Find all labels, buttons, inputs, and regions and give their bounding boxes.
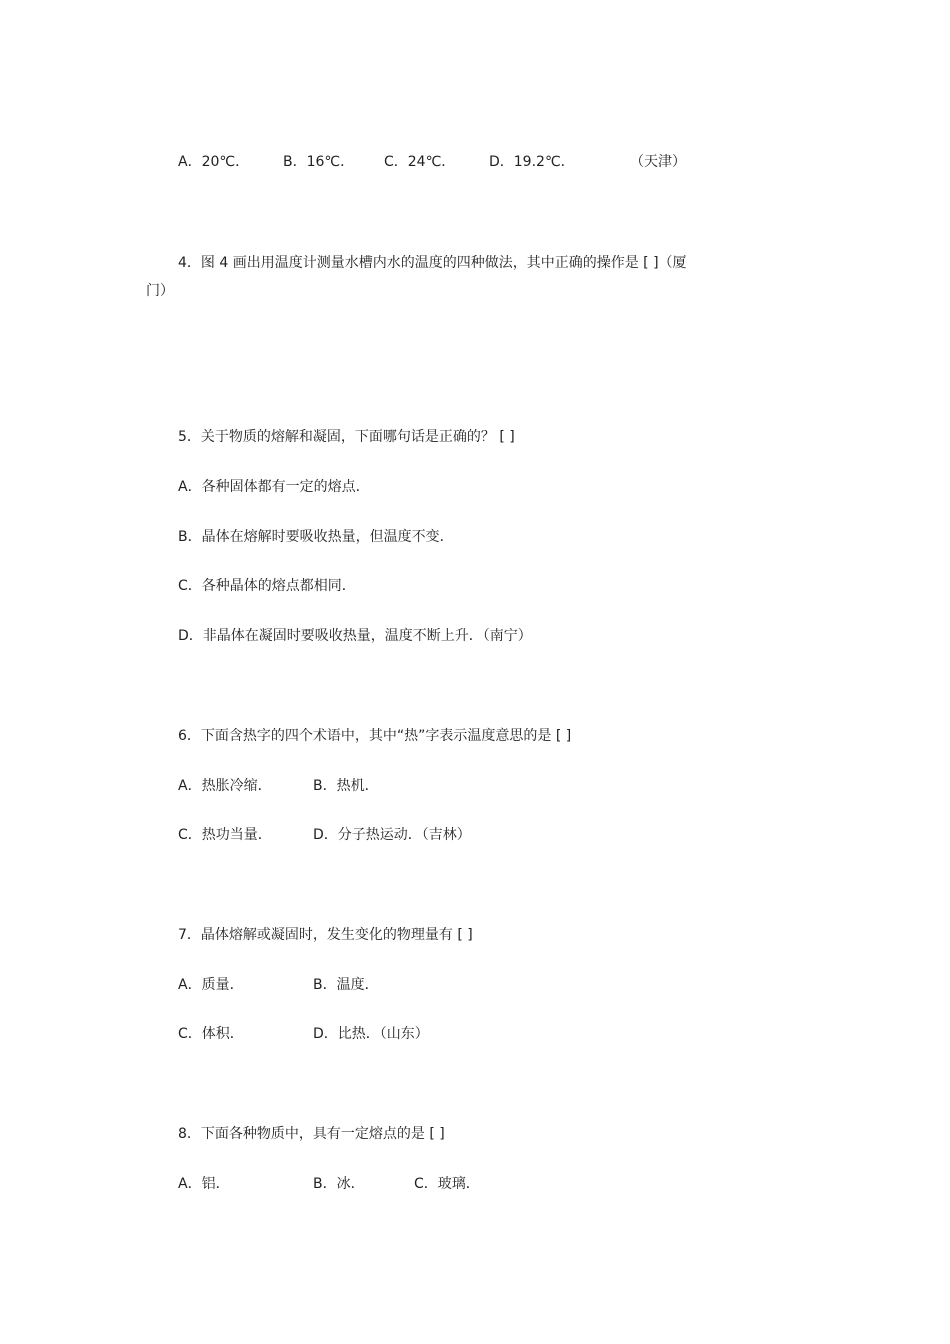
q3-option-a: A．20℃．	[178, 154, 250, 170]
q7-option-d: D．比热．（山东）	[313, 1026, 429, 1042]
q6-option-c: C．热功当量．	[178, 827, 272, 843]
q6-options-row1	[0, 776, 950, 796]
q4-stem-line1: 4．图 4 画出用温度计测量水槽内水的温度的四种做法，其中正确的操作是 [ ]（厦	[178, 255, 687, 271]
q6-option-a: A．热胀冷缩．	[178, 778, 272, 794]
q3-option-b: B．16℃．	[283, 154, 355, 170]
q8-option-c: C．玻璃．	[414, 1176, 480, 1192]
q5-option-c: C．各种晶体的熔点都相同．	[178, 578, 356, 594]
q5-option-a: A．各种固体都有一定的熔点．	[178, 479, 370, 495]
q8-options-row	[0, 1174, 950, 1194]
q7-option-a: A．质量．	[178, 977, 244, 993]
q3-option-d: D．19.2℃．	[489, 154, 575, 170]
q4-stem-line2: 门）	[146, 283, 174, 299]
q8-option-a: A．铝．	[178, 1176, 230, 1192]
q5-option-b: B．晶体在熔解时要吸收热量，但温度不变．	[178, 529, 454, 545]
q7-options-row2	[0, 1024, 950, 1044]
q5-stem: 5．关于物质的熔解和凝固，下面哪句话是正确的？ [ ]	[178, 429, 515, 445]
q3-source: （天津）	[630, 154, 686, 170]
q8-stem: 8．下面各种物质中，具有一定熔点的是 [ ]	[178, 1126, 445, 1142]
q7-option-b: B．温度．	[313, 977, 379, 993]
q8-option-b: B．冰．	[313, 1176, 365, 1192]
q7-options-row1	[0, 975, 950, 995]
q7-option-c: C．体积．	[178, 1026, 244, 1042]
q7-stem: 7．晶体熔解或凝固时，发生变化的物理量有 [ ]	[178, 927, 473, 943]
q3-options-row	[0, 152, 950, 172]
q6-option-d: D．分子热运动．（吉林）	[313, 827, 471, 843]
q6-options-row2	[0, 825, 950, 845]
q3-option-c: C．24℃．	[384, 154, 456, 170]
q5-option-d: D．非晶体在凝固时要吸收热量，温度不断上升．（南宁）	[178, 628, 532, 644]
q6-option-b: B．热机．	[313, 778, 379, 794]
q6-stem: 6．下面含热字的四个术语中，其中“热”字表示温度意思的是 [ ]	[178, 728, 572, 744]
